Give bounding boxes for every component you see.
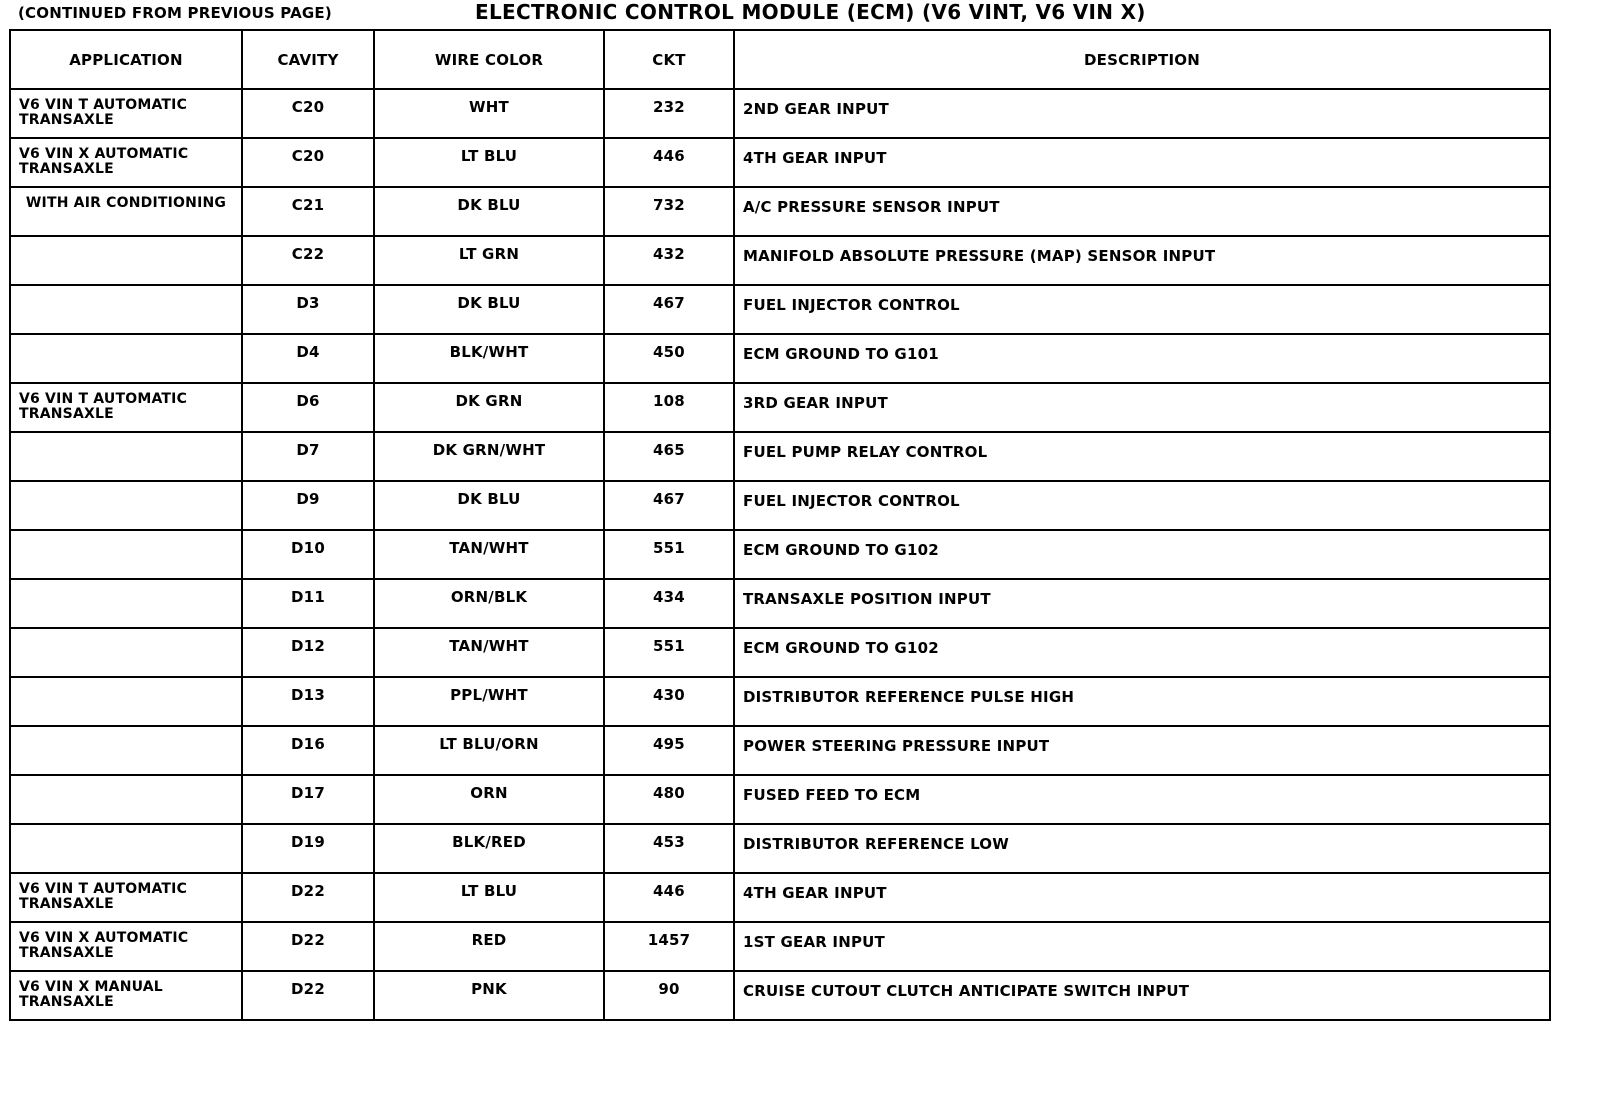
ecm-connector-table — [9, 29, 1551, 1021]
cell-description: 4TH GEAR INPUT — [734, 138, 1550, 187]
cell-ckt: 430 — [604, 677, 734, 726]
table-row — [10, 628, 1550, 677]
cell-wire-color: BLK/WHT — [374, 334, 604, 383]
cell-ckt: 446 — [604, 138, 734, 187]
cell-ckt: 732 — [604, 187, 734, 236]
table-row — [10, 187, 1550, 236]
cell-application — [10, 432, 242, 481]
cell-ckt: 551 — [604, 628, 734, 677]
column-header-cavity: CAVITY — [242, 30, 374, 89]
cell-cavity: D7 — [242, 432, 374, 481]
cell-cavity: D22 — [242, 971, 374, 1020]
cell-ckt: 1457 — [604, 922, 734, 971]
cell-application: V6 VIN X MANUAL TRANSAXLE — [10, 971, 242, 1020]
cell-wire-color: PNK — [374, 971, 604, 1020]
cell-ckt: 90 — [604, 971, 734, 1020]
cell-wire-color: BLK/RED — [374, 824, 604, 873]
table-row — [10, 481, 1550, 530]
cell-description: TRANSAXLE POSITION INPUT — [734, 579, 1550, 628]
column-header-ckt: CKT — [604, 30, 734, 89]
cell-description: FUEL PUMP RELAY CONTROL — [734, 432, 1550, 481]
table-row — [10, 530, 1550, 579]
table-header-row — [10, 30, 1550, 89]
cell-wire-color: TAN/WHT — [374, 628, 604, 677]
table-row — [10, 432, 1550, 481]
table-row — [10, 824, 1550, 873]
cell-wire-color: LT BLU/ORN — [374, 726, 604, 775]
cell-description: ECM GROUND TO G102 — [734, 628, 1550, 677]
cell-wire-color: DK BLU — [374, 187, 604, 236]
cell-cavity: D9 — [242, 481, 374, 530]
cell-wire-color: LT BLU — [374, 873, 604, 922]
cell-wire-color: WHT — [374, 89, 604, 138]
table-row — [10, 775, 1550, 824]
cell-description: FUSED FEED TO ECM — [734, 775, 1550, 824]
cell-wire-color: PPL/WHT — [374, 677, 604, 726]
cell-description: 3RD GEAR INPUT — [734, 383, 1550, 432]
table-body — [10, 89, 1550, 1020]
cell-application — [10, 579, 242, 628]
table-row — [10, 236, 1550, 285]
cell-description: ECM GROUND TO G101 — [734, 334, 1550, 383]
cell-description: A/C PRESSURE SENSOR INPUT — [734, 187, 1550, 236]
cell-ckt: 495 — [604, 726, 734, 775]
cell-application: V6 VIN T AUTOMATIC TRANSAXLE — [10, 383, 242, 432]
cell-ckt: 551 — [604, 530, 734, 579]
cell-description: 1ST GEAR INPUT — [734, 922, 1550, 971]
cell-wire-color: DK BLU — [374, 285, 604, 334]
table-row — [10, 89, 1550, 138]
cell-cavity: D22 — [242, 873, 374, 922]
cell-description: MANIFOLD ABSOLUTE PRESSURE (MAP) SENSOR INPUT — [734, 236, 1550, 285]
cell-ckt: 467 — [604, 481, 734, 530]
cell-description: ECM GROUND TO G102 — [734, 530, 1550, 579]
cell-cavity: D11 — [242, 579, 374, 628]
cell-wire-color: LT BLU — [374, 138, 604, 187]
cell-application — [10, 334, 242, 383]
table-row — [10, 873, 1550, 922]
table-row — [10, 579, 1550, 628]
cell-application — [10, 677, 242, 726]
table-row — [10, 138, 1550, 187]
table-row — [10, 334, 1550, 383]
cell-cavity: D19 — [242, 824, 374, 873]
cell-cavity: C22 — [242, 236, 374, 285]
cell-application — [10, 824, 242, 873]
cell-wire-color: DK GRN — [374, 383, 604, 432]
cell-cavity: D16 — [242, 726, 374, 775]
cell-wire-color: DK BLU — [374, 481, 604, 530]
column-header-description: DESCRIPTION — [734, 30, 1550, 89]
cell-application — [10, 236, 242, 285]
cell-application: V6 VIN X AUTOMATIC TRANSAXLE — [10, 922, 242, 971]
cell-wire-color: DK GRN/WHT — [374, 432, 604, 481]
table-row — [10, 285, 1550, 334]
table-row — [10, 383, 1550, 432]
cell-cavity: D17 — [242, 775, 374, 824]
cell-description: CRUISE CUTOUT CLUTCH ANTICIPATE SWITCH INPUT — [734, 971, 1550, 1020]
cell-application — [10, 775, 242, 824]
page-title: ELECTRONIC CONTROL MODULE (ECM) (V6 VINT, V6 VIN X) — [475, 0, 1146, 24]
cell-cavity: C21 — [242, 187, 374, 236]
cell-cavity: D4 — [242, 334, 374, 383]
cell-ckt: 453 — [604, 824, 734, 873]
cell-cavity: D10 — [242, 530, 374, 579]
cell-ckt: 480 — [604, 775, 734, 824]
cell-application — [10, 726, 242, 775]
ecm-table-container — [9, 29, 1551, 1021]
cell-ckt: 446 — [604, 873, 734, 922]
cell-application: V6 VIN T AUTOMATIC TRANSAXLE — [10, 873, 242, 922]
cell-ckt: 450 — [604, 334, 734, 383]
table-row — [10, 971, 1550, 1020]
cell-description: POWER STEERING PRESSURE INPUT — [734, 726, 1550, 775]
cell-ckt: 232 — [604, 89, 734, 138]
cell-application: V6 VIN T AUTOMATIC TRANSAXLE — [10, 89, 242, 138]
column-header-wire-color: WIRE COLOR — [374, 30, 604, 89]
cell-cavity: D3 — [242, 285, 374, 334]
cell-wire-color: TAN/WHT — [374, 530, 604, 579]
column-header-application: APPLICATION — [10, 30, 242, 89]
cell-application — [10, 285, 242, 334]
cell-description: DISTRIBUTOR REFERENCE PULSE HIGH — [734, 677, 1550, 726]
cell-ckt: 432 — [604, 236, 734, 285]
cell-ckt: 465 — [604, 432, 734, 481]
cell-description: FUEL INJECTOR CONTROL — [734, 285, 1550, 334]
table-row — [10, 677, 1550, 726]
cell-cavity: C20 — [242, 89, 374, 138]
cell-wire-color: RED — [374, 922, 604, 971]
continued-note: (CONTINUED FROM PREVIOUS PAGE) — [18, 4, 332, 22]
cell-wire-color: LT GRN — [374, 236, 604, 285]
cell-application — [10, 628, 242, 677]
cell-application — [10, 530, 242, 579]
cell-description: DISTRIBUTOR REFERENCE LOW — [734, 824, 1550, 873]
table-row — [10, 922, 1550, 971]
cell-description: 2ND GEAR INPUT — [734, 89, 1550, 138]
table-row — [10, 726, 1550, 775]
cell-cavity: D6 — [242, 383, 374, 432]
cell-description: FUEL INJECTOR CONTROL — [734, 481, 1550, 530]
cell-application: WITH AIR CONDITIONING — [10, 187, 242, 236]
cell-application — [10, 481, 242, 530]
cell-cavity: C20 — [242, 138, 374, 187]
cell-cavity: D22 — [242, 922, 374, 971]
cell-description: 4TH GEAR INPUT — [734, 873, 1550, 922]
cell-ckt: 467 — [604, 285, 734, 334]
cell-cavity: D12 — [242, 628, 374, 677]
cell-ckt: 108 — [604, 383, 734, 432]
cell-application: V6 VIN X AUTOMATIC TRANSAXLE — [10, 138, 242, 187]
cell-ckt: 434 — [604, 579, 734, 628]
cell-cavity: D13 — [242, 677, 374, 726]
cell-wire-color: ORN — [374, 775, 604, 824]
cell-wire-color: ORN/BLK — [374, 579, 604, 628]
